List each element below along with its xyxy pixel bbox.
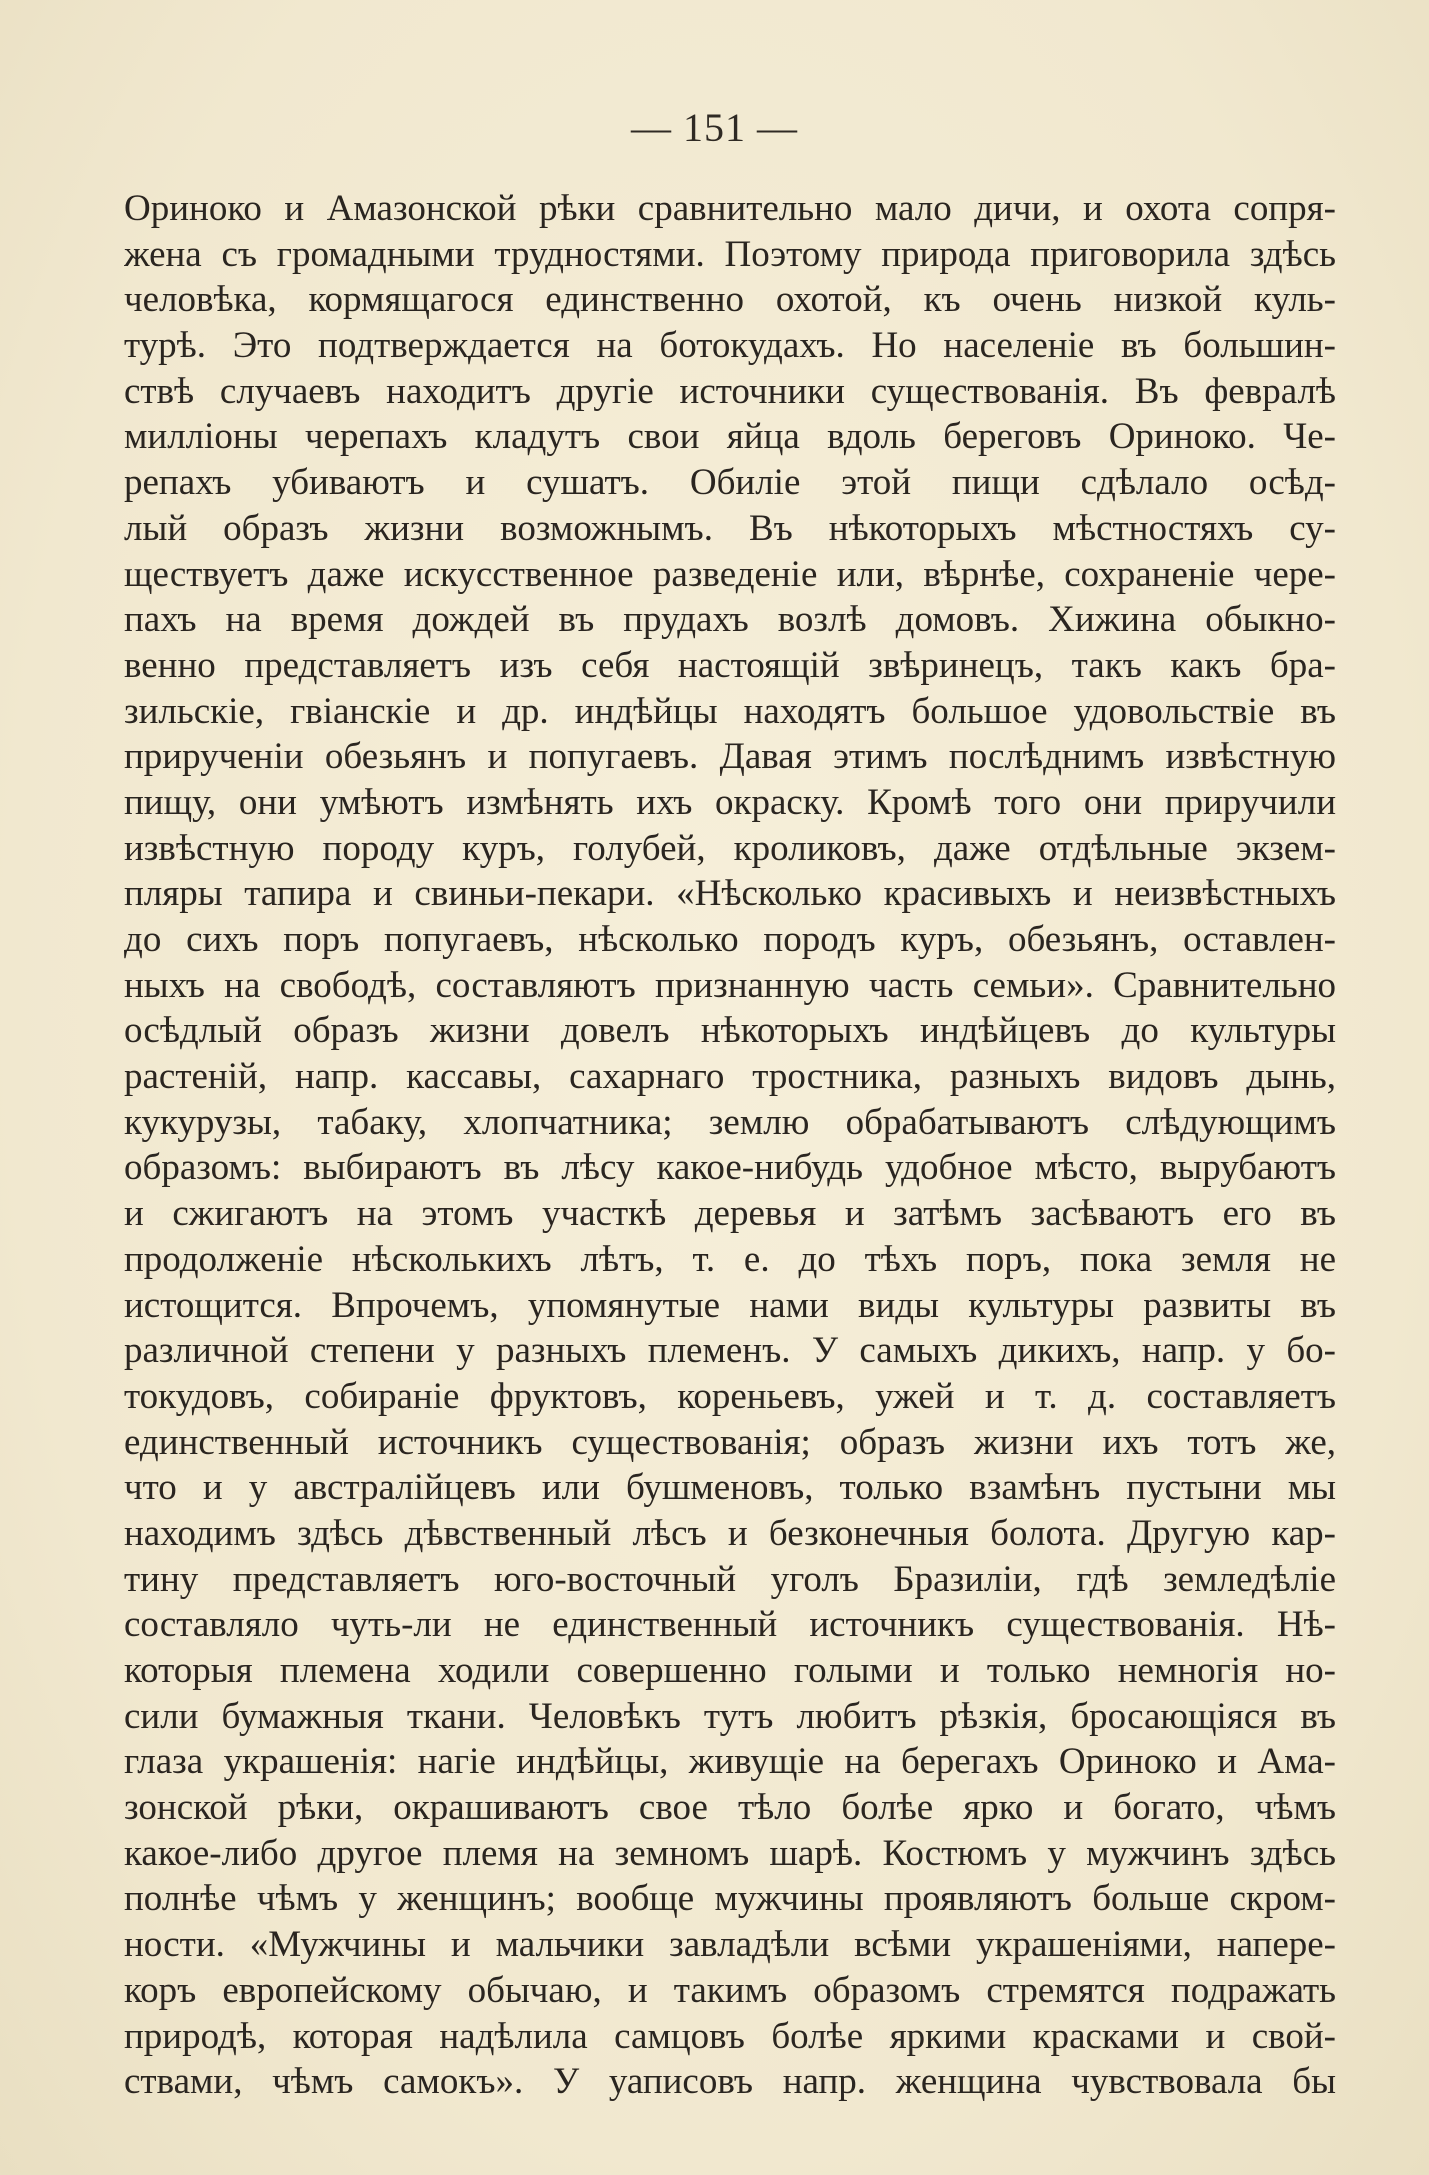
text-line: Ориноко и Амазонской рѣки сравнительно мало дичи, и охота сопря- [124,188,1336,229]
text-line: природѣ, которая надѣлила самцовъ болѣе яркими красками и свой- [124,2015,1336,2057]
text-line: какое-либо другое племя на земномъ шарѣ. Костюмъ у мужчинъ здѣсь [124,1832,1336,1874]
text-line: жена съ громадными трудностями. Поэтому природа приговорила здѣсь [124,233,1336,275]
body-text [124,186,1336,2105]
text-line: венно представляетъ изъ себя настоящій звѣринецъ, такъ какъ бра- [124,644,1336,686]
text-line: милліоны черепахъ кладутъ свои яйца вдоль береговъ Ориноко. Че- [124,416,1336,458]
text-line: пахъ на время дождей въ прудахъ возлѣ домовъ. Хижина обыкно- [124,599,1336,641]
text-line: лый образъ жизни возможнымъ. Въ нѣкоторыхъ мѣстностяхъ су- [124,507,1336,549]
text-line: токудовъ, собираніе фруктовъ, кореньевъ, ужей и т. д. составляетъ [124,1375,1336,1417]
text-line: образомъ: выбираютъ въ лѣсу какое-нибудь удобное мѣсто, вырубаютъ [124,1147,1336,1189]
text-line: ствѣ случаевъ находитъ другіе источники существованія. Въ февралѣ [124,370,1336,412]
text-line: глаза украшенія: нагіе индѣйцы, живущіе на берегахъ Ориноко и Ама- [124,1741,1336,1783]
text-line: человѣка, кормящагося единственно охотой, къ очень низкой куль- [124,279,1336,321]
text-line: ности. «Мужчины и мальчики завладѣли всѣми украшеніями, напере- [124,1924,1336,1966]
page-number: — 151 — [631,105,798,150]
text-line: различной степени у разныхъ племенъ. У самыхъ дикихъ, напр. у бо- [124,1330,1336,1372]
text-line: до сихъ поръ попугаевъ, нѣсколько породъ куръ, обезьянъ, оставлен- [124,919,1336,960]
text-line: растеній, напр. кассавы, сахарнаго тростника, разныхъ видовъ дынь, [124,1056,1336,1098]
text-line: извѣстную породу куръ, голубей, кроликовъ, даже отдѣльные экзем- [124,827,1336,869]
text-line: ствами, чѣмъ самокъ». У уаписовъ напр. женщина чувствовала бы [124,2061,1336,2103]
text-line: которыя племена ходили совершенно голыми и только немногія но- [124,1650,1336,1691]
text-line: коръ европейскому обычаю, и такимъ образомъ стремятся подражать [124,1969,1336,2011]
text-line: ществуетъ даже искусственное разведеніе или, вѣрнѣе, сохраненіе чере- [124,553,1336,595]
text-line: пищу, они умѣютъ измѣнять ихъ окраску. Кромѣ того они приручили [124,781,1336,823]
text-line: истощится. Впрочемъ, упомянутые нами виды культуры развиты въ [124,1284,1336,1326]
text-line: сили бумажныя ткани. Человѣкъ тутъ любитъ рѣзкія, бросающіяся въ [124,1695,1336,1737]
text-line: кукурузы, табаку, хлопчатника; землю обрабатываютъ слѣдующимъ [124,1101,1336,1143]
text-line: осѣдлый образъ жизни довелъ нѣкоторыхъ индѣйцевъ до культуры [124,1010,1336,1052]
text-line: ныхъ на свободѣ, составляютъ признанную часть семьи». Сравнительно [124,964,1336,1006]
text-line: что и у австралійцевъ или бушменовъ, только взамѣнъ пустыни мы [124,1467,1336,1509]
text-line: единственный источникъ существованія; образъ жизни ихъ тотъ же, [124,1421,1336,1463]
text-line: зильскіе, гвіанскіе и др. индѣйцы находятъ большое удовольствіе въ [124,690,1336,732]
text-line: турѣ. Это подтверждается на ботокудахъ. Но населеніе въ большин- [124,325,1336,367]
text-line: тину представляетъ юго-восточный уголъ Бразиліи, гдѣ земледѣліе [124,1558,1336,1600]
text-line: прирученіи обезьянъ и попугаевъ. Давая этимъ послѣднимъ извѣстную [124,736,1336,778]
text-line: репахъ убиваютъ и сушатъ. Обиліе этой пищи сдѣлало осѣд- [124,462,1336,504]
text-line: и сжигаютъ на этомъ участкѣ деревья и затѣмъ засѣваютъ его въ [124,1193,1336,1235]
text-line: полнѣе чѣмъ у женщинъ; вообще мужчины проявляютъ больше скром- [124,1878,1336,1920]
text-line: пляры тапира и свиньи-пекари. «Нѣсколько красивыхъ и неизвѣстныхъ [124,873,1336,915]
text-line: находимъ здѣсь дѣвственный лѣсъ и безконечныя болота. Другую кар- [124,1512,1336,1554]
text-line: продолженіе нѣсколькихъ лѣтъ, т. е. до тѣхъ поръ, пока земля не [124,1238,1336,1280]
text-line: составляло чуть-ли не единственный источникъ существованія. Нѣ- [124,1604,1336,1646]
text-line: зонской рѣки, окрашиваютъ свое тѣло болѣе ярко и богато, чѣмъ [124,1787,1336,1829]
